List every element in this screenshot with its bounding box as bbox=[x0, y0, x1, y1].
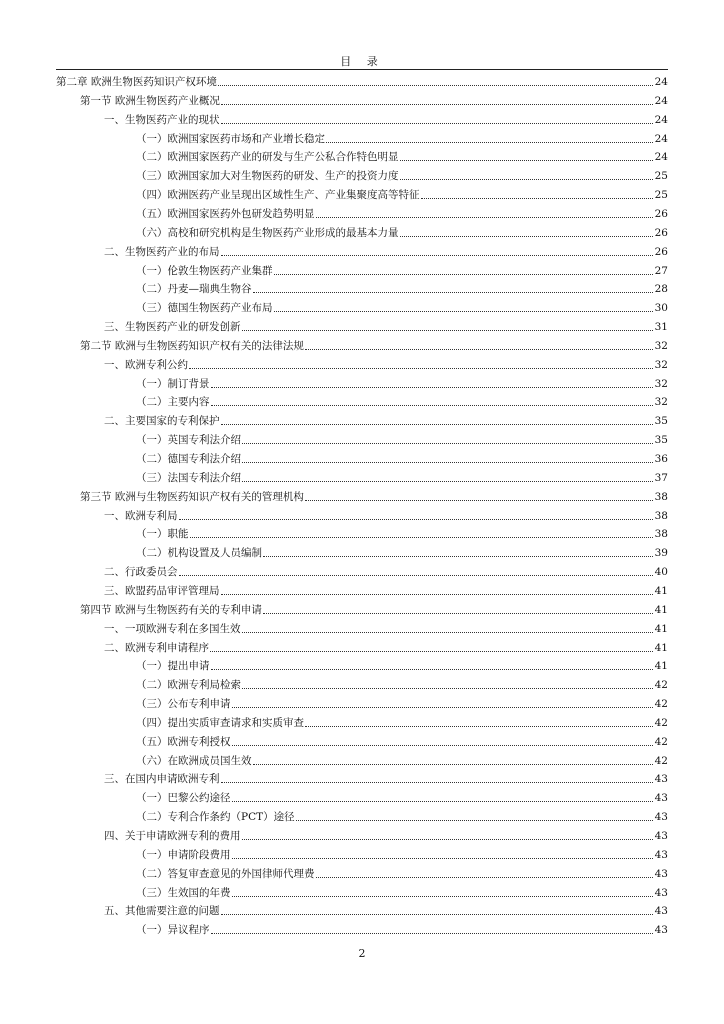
toc-entry-page: 43 bbox=[654, 773, 668, 786]
toc-entry-page: 26 bbox=[654, 245, 668, 258]
toc-entry-title: （二）丹麦—瑞典生物谷 bbox=[136, 283, 252, 296]
toc-dot-leader bbox=[253, 764, 654, 765]
toc-entry-title: （五）欧洲专利授权 bbox=[136, 735, 231, 748]
toc-entry[interactable] bbox=[136, 523, 668, 541]
toc-entry[interactable] bbox=[136, 919, 668, 937]
toc-dot-leader bbox=[221, 914, 654, 915]
toc-entry-page: 24 bbox=[654, 76, 668, 88]
toc-dot-leader bbox=[242, 632, 654, 633]
toc-entry[interactable] bbox=[104, 410, 668, 428]
toc-dot-leader bbox=[263, 556, 653, 557]
toc-entry[interactable] bbox=[136, 297, 668, 315]
toc-dot-leader bbox=[211, 933, 654, 934]
toc-entry-title: （二）主要内容 bbox=[136, 396, 210, 409]
toc-entry[interactable] bbox=[104, 354, 668, 372]
toc-entry-title: 一、欧洲专利局 bbox=[104, 509, 178, 522]
toc-dot-leader bbox=[242, 443, 653, 444]
toc-entry-page: 24 bbox=[654, 151, 668, 164]
toc-entry-page: 32 bbox=[654, 358, 668, 371]
toc-dot-leader bbox=[274, 274, 654, 275]
toc-entry[interactable] bbox=[104, 316, 668, 334]
toc-dot-leader bbox=[400, 179, 654, 180]
toc-entry-title: 第二节 欧洲与生物医药知识产权有关的法律法规 bbox=[80, 339, 304, 352]
toc-entry[interactable] bbox=[136, 542, 668, 560]
toc-entry-page: 37 bbox=[654, 471, 668, 484]
toc-entry-page: 43 bbox=[654, 792, 668, 805]
toc-entry-title: （四）提出实质审查请求和实质审查 bbox=[136, 716, 304, 729]
toc-entry-title: （三）欧洲国家加大对生物医药的研发、生产的投资力度 bbox=[136, 170, 399, 183]
toc-entry[interactable] bbox=[136, 391, 668, 409]
toc-entry-page: 42 bbox=[654, 716, 668, 729]
toc-entry-page: 43 bbox=[654, 848, 668, 861]
toc-entry-page: 43 bbox=[654, 830, 668, 842]
toc-entry-page: 32 bbox=[654, 377, 668, 390]
toc-entry-page: 42 bbox=[654, 679, 668, 692]
toc-dot-leader bbox=[274, 311, 654, 312]
toc-entry[interactable] bbox=[136, 203, 668, 221]
toc-dot-leader bbox=[218, 85, 653, 86]
toc-entry-title: （二）机构设置及人员编制 bbox=[136, 547, 262, 560]
toc-dot-leader bbox=[211, 669, 654, 670]
toc-entry-title: （五）欧洲国家医药外包研发趋势明显 bbox=[136, 207, 315, 220]
toc-entry[interactable] bbox=[136, 467, 668, 485]
toc-entry-title: 第二章 欧洲生物医药知识产权环境 bbox=[56, 76, 217, 88]
toc-dot-leader bbox=[232, 745, 654, 746]
toc-entry[interactable] bbox=[136, 806, 668, 824]
toc-dot-leader bbox=[242, 688, 653, 689]
toc-entry-title: （三）公布专利申请 bbox=[136, 698, 231, 711]
toc-entry-page: 30 bbox=[654, 302, 668, 315]
toc-dot-leader bbox=[179, 519, 654, 520]
toc-dot-leader bbox=[400, 236, 654, 237]
toc-entry-title: 二、生物医药产业的布局 bbox=[104, 245, 220, 258]
toc-entry[interactable] bbox=[56, 71, 668, 89]
toc-entry-page: 39 bbox=[654, 547, 668, 560]
toc-entry-title: （一）伦敦生物医药产业集群 bbox=[136, 264, 273, 277]
toc-dot-leader bbox=[221, 594, 654, 595]
toc-entry-title: （二）专利合作条约（PCT）途径 bbox=[136, 811, 295, 824]
toc-entry-page: 42 bbox=[654, 698, 668, 711]
toc-entry[interactable] bbox=[136, 693, 668, 711]
toc-dot-leader bbox=[242, 330, 654, 331]
toc-dot-leader bbox=[263, 613, 653, 614]
toc-entry-page: 40 bbox=[654, 566, 668, 579]
toc-entry[interactable] bbox=[104, 825, 668, 843]
toc-entry[interactable] bbox=[104, 561, 668, 579]
toc-dot-leader bbox=[189, 368, 653, 369]
toc-entry[interactable] bbox=[136, 222, 668, 240]
toc-entry-title: （一）提出申请 bbox=[136, 660, 210, 673]
toc-entry-title: （三）德国生物医药产业布局 bbox=[136, 302, 273, 315]
toc-entry-title: 五、其他需要注意的问题 bbox=[104, 905, 220, 918]
toc-entry-page: 32 bbox=[654, 339, 668, 352]
toc-dot-leader bbox=[253, 292, 654, 293]
toc-entry-page: 42 bbox=[654, 735, 668, 748]
toc-dot-leader bbox=[242, 839, 654, 840]
toc-entry-page: 43 bbox=[654, 886, 668, 899]
toc-entry-title: （三）法国专利法介绍 bbox=[136, 471, 241, 484]
toc-entry-title: 二、欧洲专利申请程序 bbox=[104, 641, 209, 654]
toc-entry-title: 二、行政委员会 bbox=[104, 566, 178, 579]
toc-entry-page: 35 bbox=[654, 434, 668, 447]
toc-entry[interactable] bbox=[136, 278, 668, 296]
toc-entry-title: （一）欧洲国家医药市场和产业增长稳定 bbox=[136, 132, 325, 145]
toc-dot-leader bbox=[221, 782, 654, 783]
toc-entry-page: 43 bbox=[654, 924, 668, 937]
toc-entry[interactable] bbox=[136, 260, 668, 278]
toc-entry-page: 41 bbox=[654, 641, 668, 654]
toc-dot-leader bbox=[421, 198, 654, 199]
toc-entry-page: 35 bbox=[654, 415, 668, 428]
toc-entry[interactable] bbox=[80, 335, 668, 353]
toc-entry-title: 三、欧盟药品审评管理局 bbox=[104, 584, 220, 597]
toc-entry[interactable] bbox=[104, 900, 668, 918]
toc-dot-leader bbox=[305, 349, 653, 350]
toc-entry-title: 一、一项欧洲专利在多国生效 bbox=[104, 622, 241, 635]
toc-entry[interactable] bbox=[136, 655, 668, 673]
toc-entry[interactable] bbox=[136, 712, 668, 730]
toc-entry-title: （二）答复审查意见的外国律师代理费 bbox=[136, 867, 315, 880]
toc-entry[interactable] bbox=[136, 674, 668, 692]
toc-entry-title: 三、生物医药产业的研发创新 bbox=[104, 321, 241, 334]
toc-entry-title: （二）欧洲专利局检索 bbox=[136, 679, 241, 692]
toc-entry[interactable] bbox=[136, 165, 668, 183]
toc-dot-leader bbox=[232, 896, 654, 897]
page-number: 2 bbox=[358, 947, 366, 960]
toc-entry-page: 43 bbox=[654, 905, 668, 918]
toc-dot-leader bbox=[221, 424, 654, 425]
toc-entry-title: 一、生物医药产业的现状 bbox=[104, 113, 220, 126]
toc-dot-leader bbox=[221, 255, 654, 256]
toc-dot-leader bbox=[221, 104, 653, 105]
toc-entry[interactable] bbox=[136, 863, 668, 881]
toc-entry[interactable] bbox=[136, 146, 668, 164]
toc-entry-page: 32 bbox=[654, 396, 668, 409]
toc-entry-title: 第三节 欧洲与生物医药知识产权有关的管理机构 bbox=[80, 490, 304, 503]
toc-dot-leader bbox=[242, 481, 653, 482]
toc-dot-leader bbox=[210, 651, 653, 652]
toc-entry[interactable] bbox=[104, 241, 668, 259]
toc-entry[interactable] bbox=[136, 787, 668, 805]
toc-entry-page: 43 bbox=[654, 867, 668, 880]
toc-entry[interactable] bbox=[136, 373, 668, 391]
toc-entry[interactable] bbox=[80, 90, 668, 108]
toc-entry-title: 第一节 欧洲生物医药产业概况 bbox=[80, 94, 220, 107]
toc-entry-title: （一）英国专利法介绍 bbox=[136, 434, 241, 447]
toc-entry[interactable] bbox=[136, 882, 668, 900]
toc-entry-page: 38 bbox=[654, 528, 668, 541]
toc-dot-leader bbox=[232, 707, 654, 708]
toc-dot-leader bbox=[232, 801, 654, 802]
toc-entry[interactable] bbox=[104, 580, 668, 598]
toc-entry-page: 24 bbox=[654, 132, 668, 145]
toc-dot-leader bbox=[242, 462, 653, 463]
toc-entry-title: （二）欧洲国家医药产业的研发与生产公私合作特色明显 bbox=[136, 151, 399, 164]
toc-entry-page: 38 bbox=[654, 490, 668, 503]
toc-dot-leader bbox=[326, 142, 653, 143]
toc-dot-leader bbox=[296, 820, 653, 821]
toc-entry[interactable] bbox=[104, 109, 668, 127]
toc-entry-title: （一）巴黎公约途径 bbox=[136, 792, 231, 805]
toc-entry-page: 41 bbox=[654, 603, 668, 616]
toc-entry[interactable] bbox=[104, 618, 668, 636]
toc-entry-title: 第四节 欧洲与生物医药有关的专利申请 bbox=[80, 603, 262, 616]
toc-entry-page: 41 bbox=[654, 584, 668, 597]
toc-dot-leader bbox=[305, 726, 653, 727]
toc-entry-page: 24 bbox=[654, 113, 668, 126]
toc-entry-page: 41 bbox=[654, 660, 668, 673]
toc-heading: 目 录 bbox=[340, 55, 384, 68]
toc-dot-leader bbox=[221, 123, 654, 124]
toc-dot-leader bbox=[211, 387, 654, 388]
toc-entry-title: 一、欧洲专利公约 bbox=[104, 358, 188, 371]
toc-entry-page: 25 bbox=[654, 170, 668, 183]
toc-entry-title: （二）德国专利法介绍 bbox=[136, 453, 241, 465]
toc-entry-page: 41 bbox=[654, 622, 668, 635]
toc-entry[interactable] bbox=[136, 128, 668, 146]
toc-dot-leader bbox=[305, 500, 653, 501]
toc-entry[interactable] bbox=[136, 844, 668, 862]
toc-entry-title: （三）生效国的年费 bbox=[136, 886, 231, 899]
toc-entry-page: 26 bbox=[654, 207, 668, 220]
toc-dot-leader bbox=[232, 858, 654, 859]
toc-entry-title: （一）异议程序 bbox=[136, 924, 210, 937]
toc-dot-leader bbox=[211, 405, 654, 406]
toc-entry-page: 31 bbox=[654, 321, 668, 334]
toc-entry-title: （一）制订背景 bbox=[136, 377, 210, 390]
toc-entry-page: 26 bbox=[654, 226, 668, 239]
toc-entry[interactable] bbox=[136, 429, 668, 447]
toc-entry-page: 27 bbox=[654, 264, 668, 277]
toc-entry-page: 36 bbox=[654, 453, 668, 465]
toc-entry[interactable] bbox=[136, 184, 668, 202]
toc-entry[interactable] bbox=[80, 486, 668, 504]
toc-dot-leader bbox=[316, 217, 654, 218]
toc-entry-page: 25 bbox=[654, 189, 668, 202]
toc-dot-leader bbox=[179, 575, 654, 576]
toc-entry-page: 43 bbox=[654, 811, 668, 824]
toc-entry[interactable] bbox=[136, 731, 668, 749]
toc-entry-title: （一）申请阶段费用 bbox=[136, 848, 231, 861]
toc-entry-page: 24 bbox=[654, 94, 668, 107]
toc-entry-page: 38 bbox=[654, 509, 668, 522]
toc-entry-title: （六）在欧洲成员国生效 bbox=[136, 754, 252, 767]
toc-dot-leader bbox=[190, 537, 654, 538]
toc-dot-leader bbox=[400, 160, 654, 161]
toc-entry[interactable] bbox=[104, 768, 668, 786]
toc-entry-page: 42 bbox=[654, 754, 668, 767]
toc-entry-title: 二、主要国家的专利保护 bbox=[104, 415, 220, 428]
toc-entry[interactable] bbox=[104, 505, 668, 523]
toc-dot-leader bbox=[316, 877, 654, 878]
toc-entry-title: （六）高校和研究机构是生物医药产业形成的最基本力量 bbox=[136, 226, 399, 239]
toc-entry[interactable] bbox=[80, 599, 668, 617]
toc-entry-title: 四、关于申请欧洲专利的费用 bbox=[104, 830, 241, 842]
toc-entry-title: 三、在国内申请欧洲专利 bbox=[104, 773, 220, 786]
toc-entry[interactable] bbox=[136, 448, 668, 466]
toc-entry-title: （四）欧洲医药产业呈现出区域性生产、产业集聚度高等特征 bbox=[136, 189, 420, 202]
toc-entry[interactable] bbox=[104, 637, 668, 655]
toc-entry-title: （一）职能 bbox=[136, 528, 189, 541]
toc-entry[interactable] bbox=[136, 750, 668, 768]
toc-entry-page: 28 bbox=[654, 283, 668, 296]
header-rule bbox=[56, 69, 668, 70]
